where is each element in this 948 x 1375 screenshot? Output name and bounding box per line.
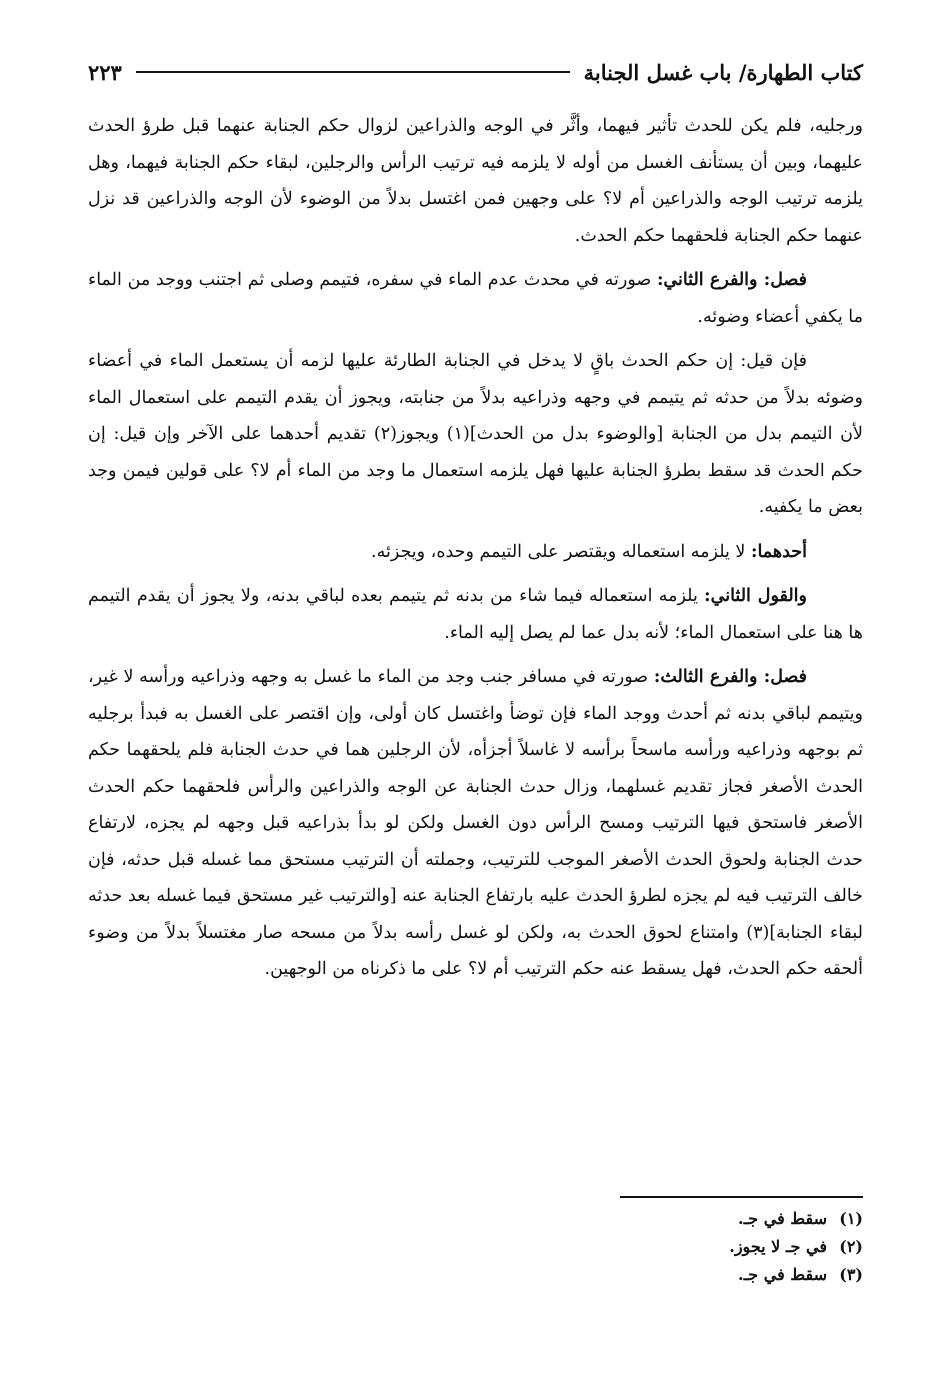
footnote-text: في جـ لا يجوز. (729, 1237, 827, 1256)
section-heading: فصل: والفرع الثاني: (656, 270, 807, 290)
footnote-text: سقط في جـ. (738, 1209, 827, 1228)
footnote-number: (٣) (839, 1265, 863, 1284)
page-number: ٢٢٣ (88, 59, 122, 85)
section-heading: أحدهما: (750, 541, 807, 562)
footnotes (88, 1205, 863, 1289)
footnote (88, 1261, 863, 1289)
chapter-title: كتاب الطهارة/ باب غسل الجنابة (583, 59, 863, 85)
paragraph-text: صورته في مسافر جنب وجد من الماء ما غسل به وجهه وذراعيه ورأسه لا غير، ويتيمم لباقي بدنه ثم أحدث ووجد الماء فإن توضأ واغتسل كان أولى، وإن اقتصر على الغسل به فبدأ برجليه ثم بوجهه وذراعيه ورأسه ماسحاً برأسه لا غاسلاً أجزأه، لأن الرجلين هما في حدث الجنابة فلم يلحقهما حكم الحدث الأصغر فجاز تقديم غسلهما، وزال حدث الجنابة عن الوجه والذراعين والرأس فلحقهما حكم الحدث الأصغر فاستحق فيها الترتيب ومسح الرأس دون الغسل ولكن لو بدأ بذراعيه قبل وجهه لم يجزه، لارتفاع حدث الجنابة ولحوق الحدث الأصغر الموجب للترتيب، وجملته أن الترتيب مستحق مما غسله قبل حدثه، فإن خالف الترتيب فيه لم يجزه لطرؤ الحدث عليه بارتفاع الجنابة عنه [والترتيب غير مستحق فيما غسله بعد حدثه لبقاء الجنابة](٣) وامتناع لحوق الحدث به، ولكن لو غسل رأسه بدلاً من مسحه صار مغتسلاً بدلاً من وضوء ألحقه حكم الحدث، فهل يسقط عنه حكم الترتيب أم لا؟ على ما ذكرناه من الوجهين. (88, 667, 864, 979)
paragraph-6 (88, 659, 863, 988)
footnote-separator (620, 1196, 863, 1198)
footnote-text: سقط في جـ. (738, 1265, 827, 1284)
running-header (88, 52, 863, 92)
main-text (88, 108, 863, 996)
section-heading: والقول الثاني: (704, 586, 807, 606)
paragraph-1: ورجليه، فلم يكن للحدث تأثير فيهما، وأثَّر في الوجه والذراعين لزوال حكم الجنابة عنهما قبل طرؤ الحدث عليهما، وبين أن يستأنف الغسل من أوله لا يلزمه فيه ترتيب الرأس والرجلين، لبقاء حكم الجنابة فيهما، وهل يلزمه ترتيب الوجه والذراعين أم لا؟ على وجهين فمن اغتسل بدلاً من الوضوء لأن الوجه والذراعين قد نزل عنهما حكم الجنابة فلحقهما حكم الحدث. (88, 116, 863, 246)
footnote-number: (٢) (839, 1237, 863, 1256)
paragraph-text: يلزمه استعماله فيما شاء من بدنه ثم يتيمم بعده لباقي بدنه، ولا يجوز أن يقدم التيمم ها هنا على استعمال الماء؛ لأنه بدل عما لم يصل إليه الماء. (88, 586, 863, 643)
footnote (88, 1233, 863, 1261)
section-heading: فصل: والفرع الثالث: (653, 667, 807, 687)
paragraph-3: فإن قيل: إن حكم الحدث باقٍ لا يدخل في الجنابة الطارئة عليها لزمه أن يستعمل الماء في أعضاء وضوئه بدلاً من حدثه ثم يتيمم في وجهه وذراعيه بدلاً من جنابته، ويجوز أن يقدم التيمم على استعمال الماء لأن التيمم بدل من الجنابة [والوضوء بدل من الحدث](١) ويجوز(٢) تقديم أحدهما على الآخر وإن قيل: إن حكم الحدث قد سقط بطرؤ الجنابة عليها فهل يلزمه استعمال ما وجد من الماء أم لا؟ على قولين فيمن وجد بعض ما يكفيه. (88, 351, 863, 517)
footnote-number: (١) (839, 1209, 863, 1228)
paragraph-2 (88, 262, 863, 335)
paragraph-text: لا يلزمه استعماله ويقتصر على التيمم وحده، ويجزئه. (371, 541, 751, 562)
paragraph-text: صورته في محدث عدم الماء في سفره، فتيمم وصلى ثم اجتنب ووجد من الماء ما يكفي أعضاء وضوئه. (88, 270, 863, 327)
footnote (88, 1205, 863, 1233)
paragraph-4 (88, 534, 863, 571)
header-rule (136, 71, 570, 73)
paragraph-5 (88, 578, 863, 651)
